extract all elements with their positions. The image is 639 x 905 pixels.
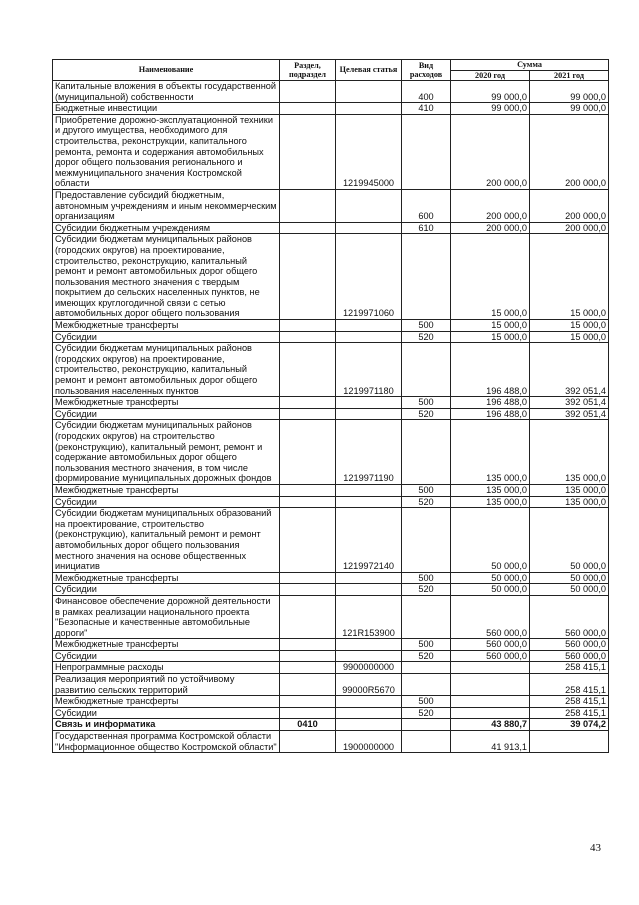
cell-2020: 41 913,1: [451, 731, 530, 753]
cell-type: [402, 234, 451, 320]
header-row-1: [53, 60, 609, 71]
cell-2020: [451, 707, 530, 719]
table-row: [53, 662, 609, 674]
cell-target: 1219971190: [336, 420, 402, 485]
cell-name: Субсидии бюджетам муниципальных образований на проектирование, строительство (реконструкцию), капитальный ремонт и ремонт автомобильных дорог общего пользования местного значения на основе общественных инициатив: [53, 508, 280, 573]
cell-name: Межбюджетные трансферты: [53, 320, 280, 332]
cell-2021: 50 000,0: [530, 508, 609, 573]
cell-section: [280, 189, 336, 222]
cell-2020: 50 000,0: [451, 584, 530, 596]
cell-2020: 50 000,0: [451, 572, 530, 584]
cell-2020: 560 000,0: [451, 650, 530, 662]
cell-target: [336, 496, 402, 508]
cell-type: 500: [402, 572, 451, 584]
cell-section: [280, 496, 336, 508]
cell-section: [280, 343, 336, 397]
cell-type: [402, 595, 451, 638]
cell-target: 1219945000: [336, 114, 402, 189]
cell-2021: 258 415,1: [530, 696, 609, 708]
cell-name: Субсидии: [53, 584, 280, 596]
cell-name: Реализация мероприятий по устойчивому развитию сельских территорий: [53, 674, 280, 696]
cell-2021: 135 000,0: [530, 420, 609, 485]
cell-section: [280, 81, 336, 103]
header-type: Вид расходов: [402, 60, 451, 81]
cell-2021: 15 000,0: [530, 320, 609, 332]
cell-target: [336, 81, 402, 103]
cell-name: Капитальные вложения в объекты государственной (муниципальной) собственности: [53, 81, 280, 103]
cell-type: [402, 508, 451, 573]
cell-section: [280, 320, 336, 332]
cell-target: [336, 719, 402, 731]
cell-2020: 135 000,0: [451, 420, 530, 485]
cell-2020: 196 488,0: [451, 343, 530, 397]
cell-2021: 560 000,0: [530, 639, 609, 651]
cell-name: Субсидии бюджетным учреждениям: [53, 222, 280, 234]
table-row: [53, 674, 609, 696]
table-row: [53, 584, 609, 596]
cell-section: [280, 408, 336, 420]
cell-name: Субсидии бюджетам муниципальных районов (городских округов) на строительство (реконструкцию), капитальный ремонт, ремонт и содержание автомобильных дорог общего пользования местного значения, в том числе формирование муниципальных дорожных фондов: [53, 420, 280, 485]
cell-type: 520: [402, 707, 451, 719]
table-row: [53, 719, 609, 731]
table-row: [53, 234, 609, 320]
cell-type: [402, 719, 451, 731]
cell-type: [402, 662, 451, 674]
cell-2021: 560 000,0: [530, 650, 609, 662]
cell-type: 520: [402, 331, 451, 343]
cell-type: [402, 674, 451, 696]
cell-section: 0410: [280, 719, 336, 731]
table-row: [53, 484, 609, 496]
cell-target: [336, 408, 402, 420]
cell-section: [280, 696, 336, 708]
cell-2020: [451, 674, 530, 696]
cell-2021: 15 000,0: [530, 234, 609, 320]
table-row: [53, 343, 609, 397]
cell-2020: 200 000,0: [451, 189, 530, 222]
cell-2021: 200 000,0: [530, 222, 609, 234]
cell-name: Межбюджетные трансферты: [53, 397, 280, 409]
cell-target: 99000R5670: [336, 674, 402, 696]
cell-name: Субсидии: [53, 408, 280, 420]
cell-2020: 560 000,0: [451, 595, 530, 638]
cell-name: Субсидии бюджетам муниципальных районов (городских округов) на проектирование, строительство, реконструкцию, капитальный ремонт и ремонт автомобильных дорог общего пользования населенных пунктов: [53, 343, 280, 397]
cell-name: Межбюджетные трансферты: [53, 696, 280, 708]
cell-section: [280, 707, 336, 719]
cell-type: 520: [402, 584, 451, 596]
cell-2020: 99 000,0: [451, 81, 530, 103]
table-row: [53, 114, 609, 189]
table-row: [53, 189, 609, 222]
table-row: [53, 508, 609, 573]
table-row: [53, 81, 609, 103]
cell-target: 121R153900: [336, 595, 402, 638]
table-row: [53, 320, 609, 332]
table-row: [53, 420, 609, 485]
cell-section: [280, 331, 336, 343]
cell-section: [280, 397, 336, 409]
cell-2021: [530, 731, 609, 753]
cell-target: [336, 397, 402, 409]
cell-2021: 392 051,4: [530, 397, 609, 409]
cell-target: [336, 331, 402, 343]
cell-section: [280, 572, 336, 584]
cell-2021: 99 000,0: [530, 103, 609, 115]
cell-2021: 258 415,1: [530, 674, 609, 696]
cell-target: [336, 650, 402, 662]
table-row: [53, 595, 609, 638]
cell-type: 500: [402, 696, 451, 708]
cell-2021: 99 000,0: [530, 81, 609, 103]
cell-2020: 135 000,0: [451, 496, 530, 508]
cell-2020: 15 000,0: [451, 320, 530, 332]
cell-2020: 196 488,0: [451, 408, 530, 420]
cell-section: [280, 420, 336, 485]
cell-type: 500: [402, 397, 451, 409]
cell-section: [280, 103, 336, 115]
cell-type: 500: [402, 639, 451, 651]
cell-section: [280, 584, 336, 596]
table-row: [53, 650, 609, 662]
cell-section: [280, 222, 336, 234]
cell-2021: 258 415,1: [530, 707, 609, 719]
cell-2021: 200 000,0: [530, 189, 609, 222]
cell-type: [402, 114, 451, 189]
cell-type: [402, 420, 451, 485]
header-year-2020: 2020 год: [451, 70, 530, 81]
cell-2021: 15 000,0: [530, 331, 609, 343]
cell-target: [336, 484, 402, 496]
cell-2021: 50 000,0: [530, 584, 609, 596]
cell-section: [280, 639, 336, 651]
cell-target: [336, 189, 402, 222]
cell-2020: 50 000,0: [451, 508, 530, 573]
cell-name: Субсидии: [53, 496, 280, 508]
cell-target: 1219972140: [336, 508, 402, 573]
cell-2021: 39 074,2: [530, 719, 609, 731]
header-year-2021: 2021 год: [530, 70, 609, 81]
cell-section: [280, 114, 336, 189]
cell-section: [280, 508, 336, 573]
table-row: [53, 408, 609, 420]
cell-target: [336, 639, 402, 651]
cell-type: 500: [402, 484, 451, 496]
cell-section: [280, 484, 336, 496]
cell-target: [336, 320, 402, 332]
cell-target: [336, 572, 402, 584]
cell-2020: 43 880,7: [451, 719, 530, 731]
cell-type: [402, 731, 451, 753]
table-row: [53, 103, 609, 115]
cell-name: Связь и информатика: [53, 719, 280, 731]
cell-target: 1219971180: [336, 343, 402, 397]
cell-name: Непрограммные расходы: [53, 662, 280, 674]
table-row: [53, 572, 609, 584]
table-row: [53, 331, 609, 343]
cell-target: [336, 696, 402, 708]
header-target: Целевая статья: [336, 60, 402, 81]
table-row: [53, 696, 609, 708]
cell-name: Бюджетные инвестиции: [53, 103, 280, 115]
header-sum: Сумма: [451, 60, 609, 71]
table-row: [53, 731, 609, 753]
cell-name: Предоставление субсидий бюджетным, автономным учреждениям и иным некоммерческим организациям: [53, 189, 280, 222]
cell-target: 1219971060: [336, 234, 402, 320]
cell-type: 600: [402, 189, 451, 222]
budget-table: [52, 59, 609, 753]
header-name: Наименование: [53, 60, 280, 81]
cell-name: Государственная программа Костромской области "Информационное общество Костромской области": [53, 731, 280, 753]
table-row: [53, 397, 609, 409]
cell-target: 9900000000: [336, 662, 402, 674]
cell-target: [336, 103, 402, 115]
table-row: [53, 707, 609, 719]
cell-2020: 200 000,0: [451, 114, 530, 189]
cell-2021: 50 000,0: [530, 572, 609, 584]
cell-name: Субсидии: [53, 331, 280, 343]
header-section: Раздел, подраздел: [280, 60, 336, 81]
cell-name: Субсидии: [53, 707, 280, 719]
cell-2020: 15 000,0: [451, 234, 530, 320]
cell-name: Приобретение дорожно-эксплуатационной техники и другого имущества, необходимого для строительства, реконструкции, капитального ремонта, ремонта и содержания автомобильных дорог общего пользования регионального и межмуниципального значения Костромской области: [53, 114, 280, 189]
cell-type: 520: [402, 650, 451, 662]
cell-name: Финансовое обеспечение дорожной деятельности в рамках реализации национального проекта "Безопасные и качественные автомобильные дороги": [53, 595, 280, 638]
cell-target: [336, 707, 402, 719]
cell-2020: 196 488,0: [451, 397, 530, 409]
cell-type: 520: [402, 496, 451, 508]
cell-section: [280, 662, 336, 674]
cell-section: [280, 595, 336, 638]
cell-2021: 392 051,4: [530, 343, 609, 397]
cell-2020: 99 000,0: [451, 103, 530, 115]
cell-2020: 560 000,0: [451, 639, 530, 651]
table-row: [53, 222, 609, 234]
cell-type: 410: [402, 103, 451, 115]
cell-target: [336, 222, 402, 234]
cell-type: 520: [402, 408, 451, 420]
table-row: [53, 639, 609, 651]
cell-type: 500: [402, 320, 451, 332]
budget-table-sheet: [52, 59, 608, 753]
cell-type: [402, 343, 451, 397]
cell-section: [280, 731, 336, 753]
cell-target: 1900000000: [336, 731, 402, 753]
cell-name: Межбюджетные трансферты: [53, 639, 280, 651]
cell-2021: 392 051,4: [530, 408, 609, 420]
table-row: [53, 496, 609, 508]
cell-section: [280, 674, 336, 696]
cell-2021: 258 415,1: [530, 662, 609, 674]
cell-2021: 135 000,0: [530, 484, 609, 496]
cell-2020: 200 000,0: [451, 222, 530, 234]
cell-2020: 15 000,0: [451, 331, 530, 343]
cell-name: Межбюджетные трансферты: [53, 572, 280, 584]
cell-name: Субсидии бюджетам муниципальных районов (городских округов) на проектирование, строительство, реконструкцию, капитальный ремонт и ремонт автомобильных дорог общего пользования местного значения с твердым покрытием до сельских населенных пунктов, не имеющих круглогодичной связи с сетью автомобильных дорог общего пользования: [53, 234, 280, 320]
cell-target: [336, 584, 402, 596]
cell-2020: [451, 696, 530, 708]
cell-2021: 135 000,0: [530, 496, 609, 508]
cell-type: 610: [402, 222, 451, 234]
cell-name: Межбюджетные трансферты: [53, 484, 280, 496]
cell-name: Субсидии: [53, 650, 280, 662]
page-number: 43: [590, 842, 601, 854]
table-body: [53, 81, 609, 753]
cell-type: 400: [402, 81, 451, 103]
cell-2021: 200 000,0: [530, 114, 609, 189]
cell-2020: 135 000,0: [451, 484, 530, 496]
cell-section: [280, 650, 336, 662]
cell-2020: [451, 662, 530, 674]
cell-section: [280, 234, 336, 320]
cell-2021: 560 000,0: [530, 595, 609, 638]
